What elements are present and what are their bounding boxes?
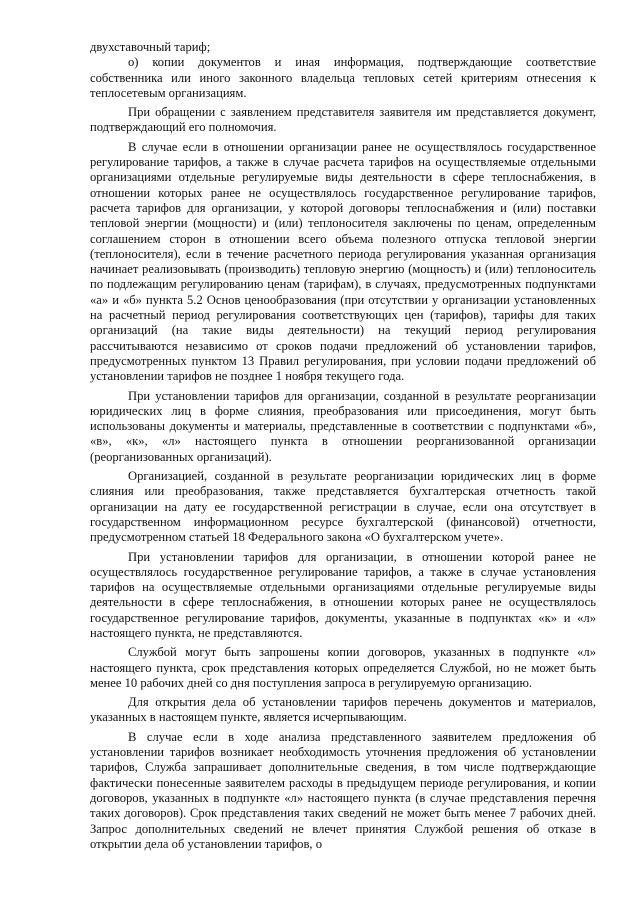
paragraph-reorganized-reporting: Организацией, созданной в результате реорганизации юридических лиц в форме слияния или преобразования, также представляется бухгалтерская отчетность такой организации на дату ее государственной регистрации в случае, если она отсутствует в государственном информационном ресурсе бухгалтерской (финансовой) отчетности, предусмотренном статьей 18 Федерального закона «О бухгалтерском учете». <box>90 469 596 545</box>
paragraph-contract-copies: Службой могут быть запрошены копии договоров, указанных в подпункте «л» настоящего пункта, срок представления которых определяется Службой, но не может быть менее 10 рабочих дней со дня поступления запроса в регулируемую организацию. <box>90 645 596 690</box>
paragraph-reorganization: При установлении тарифов для организации, созданной в результате реорганизации юридических лиц в форме слияния, преобразования или присоединения, могут быть использованы документы и материалы, представленные в соответствии с подпунктами «б», «в», «к», «л» настоящего пункта в отношении реорганизованной организации (реорганизованных организаций). <box>90 388 596 464</box>
paragraph-no-prior-regulation: В случае если в отношении организации ранее не осуществлялось государственное регулирование тарифов, а также в случае расчета тарифов на осуществляемые отдельными организациями отдельные регулируемые виды деятельности в сфере теплоснабжения, в отношении которых ранее не осуществлялось государственное регулирование тарифов, расчета тарифов для организации, у которой договоры теплоснабжения и (или) поставки тепловой энергии (мощности) и (или) теплоносителя заключены по ценам, определенным соглашением сторон в отношении всего объема полезного отпуска тепловой энергии (теплоносителя), если в течение расчетного периода регулирования указанная организация начинает реализовывать (производить) тепловую энергию (мощность) и (или) теплоноситель по подлежащим регулированию ценам (тарифам), в случаях, предусмотренных подпунктами «а» и «б» пункта 5.2 Основ ценообразования (при отсутствии у организации установленных на расчетный период регулирования соответствующих цен (тарифов), тарифы для таких организаций (на такие виды деятельности) на текущий период регулирования рассчитываются независимо от сроков подачи предложений об установлении тарифов, предусмотренных пунктом 13 Правил регулирования, при условии подачи предложений об установлении тарифов не позднее 1 ноября текущего года. <box>90 139 596 384</box>
paragraph-tariff-end: двухставочный тариф; <box>90 40 211 54</box>
paragraph-exhaustive-list: Для открытия дела об установлении тарифов перечень документов и материалов, указанных в настоящем пункте, является исчерпывающим. <box>90 695 596 725</box>
document-page <box>90 40 596 852</box>
paragraph-additional-info: В случае если в ходе анализа представленного заявителем предложения об установлении тарифов возникает необходимость уточнения предложения об установлении тарифов, Служба запрашивает дополнительные сведения, в том числе подтверждающие фактически понесенные заявителем расходы в предыдущем периоде регулирования, и копии договоров, указанных в подпункте «л» настоящего пункта (в случае представления перечня таких договоров). Срок представления таких сведений не может быть менее 7 рабочих дней. Запрос дополнительных сведений не влечет принятия Службой решения об отказе в открытии дела об установлении тарифов, о <box>90 729 596 851</box>
paragraph-documents-not-required: При установлении тарифов для организации, в отношении которой ранее не осуществлялось государственное регулирование тарифов, а также в случае установления тарифов на осуществляемые отдельными организациями отдельные регулируемые виды деятельности в сфере теплоснабжения, в отношении которых ранее не осуществлялось государственное регулирование тарифов, документы, указанные в подпунктах «к» и «л» настоящего пункта, не представляются. <box>90 549 596 640</box>
paragraph-representative: При обращении с заявлением представителя заявителя им представляется документ, подтверждающий его полномочия. <box>90 105 596 135</box>
paragraph-item-o: о) копии документов и иная информация, подтверждающие соответствие собственника или иного законного владельца тепловых сетей критериям отнесения к теплосетевым организациям. <box>90 55 596 100</box>
